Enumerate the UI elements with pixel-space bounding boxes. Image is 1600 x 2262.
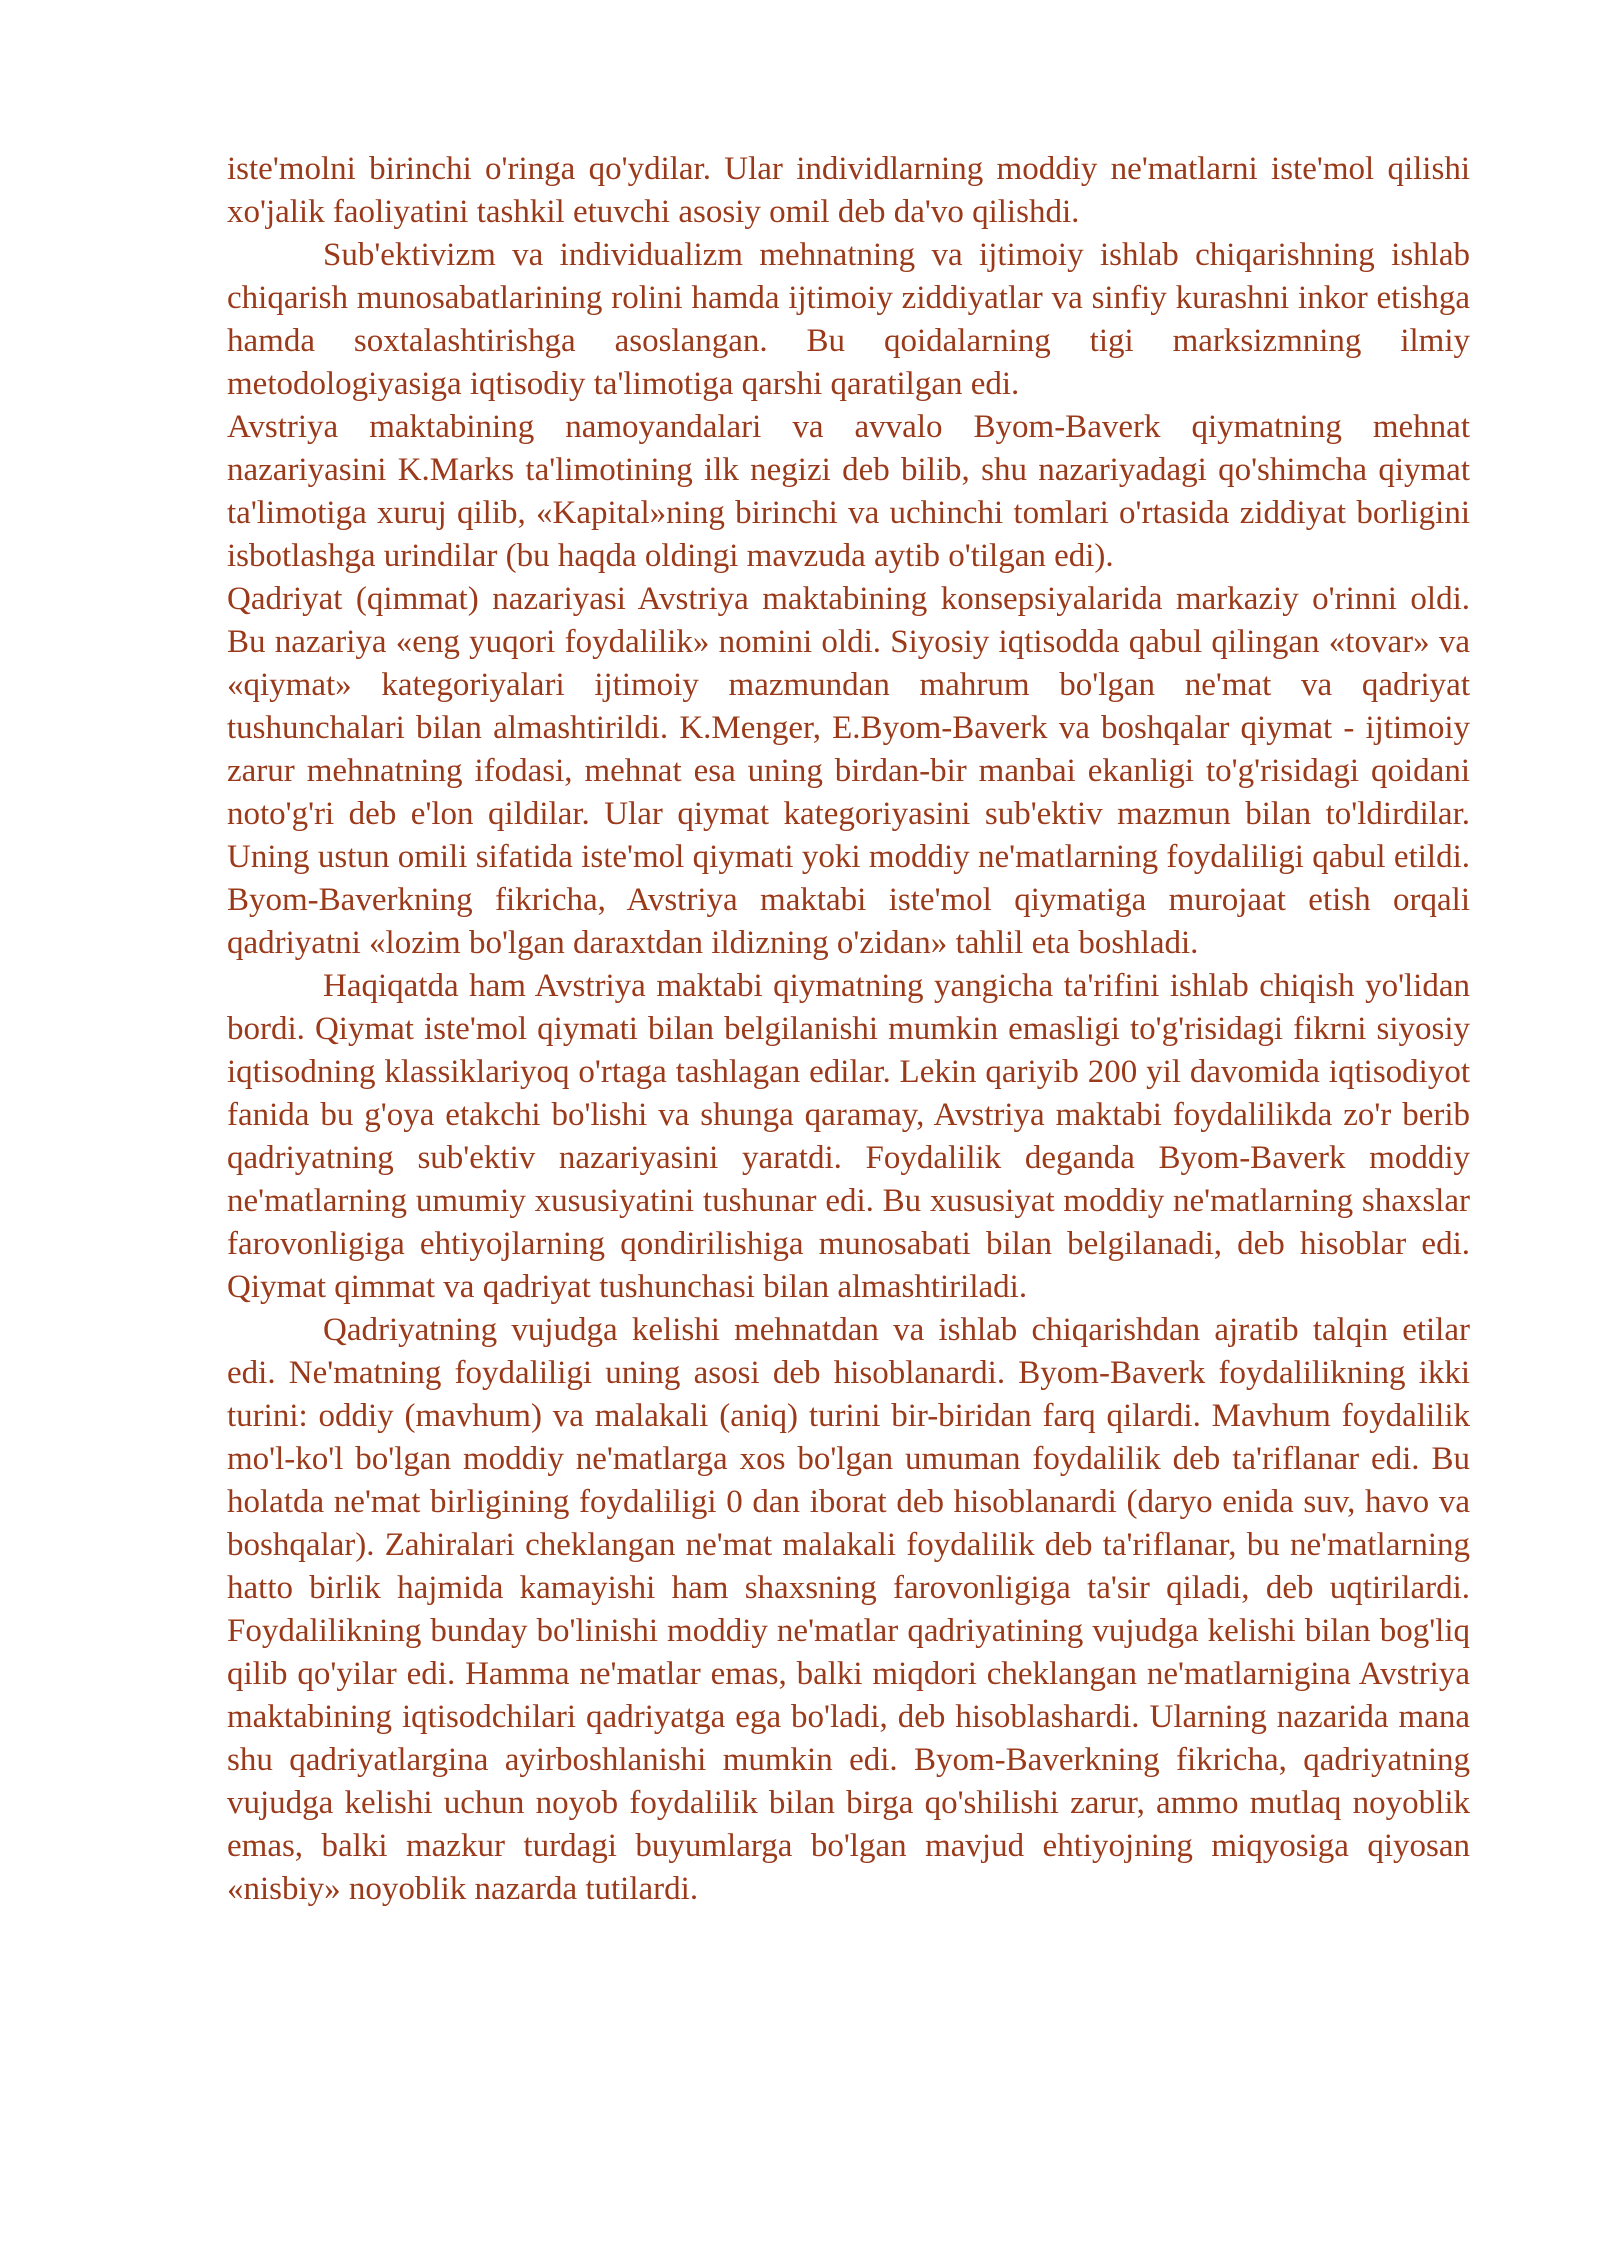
document-page [227,148,1470,1911]
paragraph-1: iste'molni birinchi o'ringa qo'ydilar. Ular individlarning moddiy ne'matlarni iste'mol qilishi xo'jalik faoliyatini tashkil etuvchi asosiy omil deb da'vo qilishdi. [227,151,1470,230]
paragraph-5: Haqiqatda ham Avstriya maktabi qiymatning yangicha ta'rifini ishlab chiqish yo'lidan bordi. Qiymat iste'mol qiymati bilan belgilanishi mumkin emasligi to'g'risidagi fikrni siyosiy iqtisodning klassiklariyoq o'rtaga tashlagan edilar. Lekin qariyib 200 yil davomida iqtisodiyot fanida bu g'oya etakchi bo'lishi va shunga qaramay, Avstriya maktabi foydalilikda zo'r berib qadriyatning sub'ektiv nazariyasini yaratdi. Foydalilik deganda Byom-Baverk moddiy ne'matlarning umumiy xususiyatini tushunar edi. Bu xususiyat moddiy ne'matlarning shaxslar farovonligiga ehtiyojlarning qondirilishiga munosabati bilan belgilanadi, deb hisoblar edi. Qiymat qimmat va qadriyat tushunchasi bilan almashtiriladi. [227,968,1470,1305]
paragraph-3: Avstriya maktabining namoyandalari va avvalo Byom-Baverk qiymatning mehnat nazariyasini K.Marks ta'limotining ilk negizi deb bilib, shu nazariyadagi qo'shimcha qiymat ta'limotiga xuruj qilib, «Kapital»ning birinchi va uchinchi tomlari o'rtasida ziddiyat borligini isbotlashga urindilar (bu haqda oldingi mavzuda aytib o'tilgan edi). [227,409,1470,574]
paragraph-6: Qadriyatning vujudga kelishi mehnatdan va ishlab chiqarishdan ajratib talqin etilar edi. Ne'matning foydaliligi uning asosi deb hisoblanardi. Byom-Baverk foydalilikning ikki turini: oddiy (mavhum) va malakali (aniq) turini bir-biridan farq qilardi. Mavhum foydalilik mo'l-ko'l bo'lgan moddiy ne'matlarga xos bo'lgan umuman foydalilik deb ta'riflanar edi. Bu holatda ne'mat birligining foydaliligi 0 dan iborat deb hisoblanardi (daryo enida suv, havo va boshqalar). Zahiralari cheklangan ne'mat malakali foydalilik deb ta'riflanar, bu ne'matlarning hatto birlik hajmida kamayishi ham shaxsning farovonligiga ta'sir qiladi, deb uqtirilardi. Foydalilikning bunday bo'linishi moddiy ne'matlar qadriyatining vujudga kelishi bilan bog'liq qilib qo'yilar edi. Hamma ne'matlar emas, balki miqdori cheklangan ne'matlarnigina Avstriya maktabining iqtisodchilari qadriyatga ega bo'ladi, deb hisoblashardi. Ularning nazarida mana shu qadriyatlargina ayirboshlanishi mumkin edi. Byom-Baverkning fikricha, qadriyatning vujudga kelishi uchun noyob foydalilik bilan birga qo'shilishi zarur, ammo mutlaq noyoblik emas, balki mazkur turdagi buyumlarga bo'lgan mavjud ehtiyojning miqyosiga qiyosan «nisbiy» noyoblik nazarda tutilardi. [227,1312,1470,1907]
paragraph-4: Qadriyat (qimmat) nazariyasi Avstriya maktabining konsepsiyalarida markaziy o'rinni oldi. Bu nazariya «eng yuqori foydalilik» nomini oldi. Siyosiy iqtisodda qabul qilingan «tovar» va «qiymat» kategoriyalari ijtimoiy mazmundan mahrum bo'lgan ne'mat va qadriyat tushunchalari bilan almashtirildi. K.Menger, E.Byom-Baverk va boshqalar qiymat - ijtimoiy zarur mehnatning ifodasi, mehnat esa uning birdan-bir manbai ekanligi to'g'risidagi qoidani noto'g'ri deb e'lon qildilar. Ular qiymat kategoriyasini sub'ektiv mazmun bilan to'ldirdilar. Uning ustun omili sifatida iste'mol qiymati yoki moddiy ne'matlarning foydaliligi qabul etildi. Byom-Baverkning fikricha, Avstriya maktabi iste'mol qiymatiga murojaat etish orqali qadriyatni «lozim bo'lgan daraxtdan ildizning o'zidan» tahlil eta boshladi. [227,581,1470,961]
paragraph-2: Sub'ektivizm va individualizm mehnatning va ijtimoiy ishlab chiqarishning ishlab chiqarish munosabatlarining rolini hamda ijtimoiy ziddiyatlar va sinfiy kurashni inkor etishga hamda soxtalashtirishga asoslangan. Bu qoidalarning tigi marksizmning ilmiy metodologiyasiga iqtisodiy ta'limotiga qarshi qaratilgan edi. [227,237,1470,402]
